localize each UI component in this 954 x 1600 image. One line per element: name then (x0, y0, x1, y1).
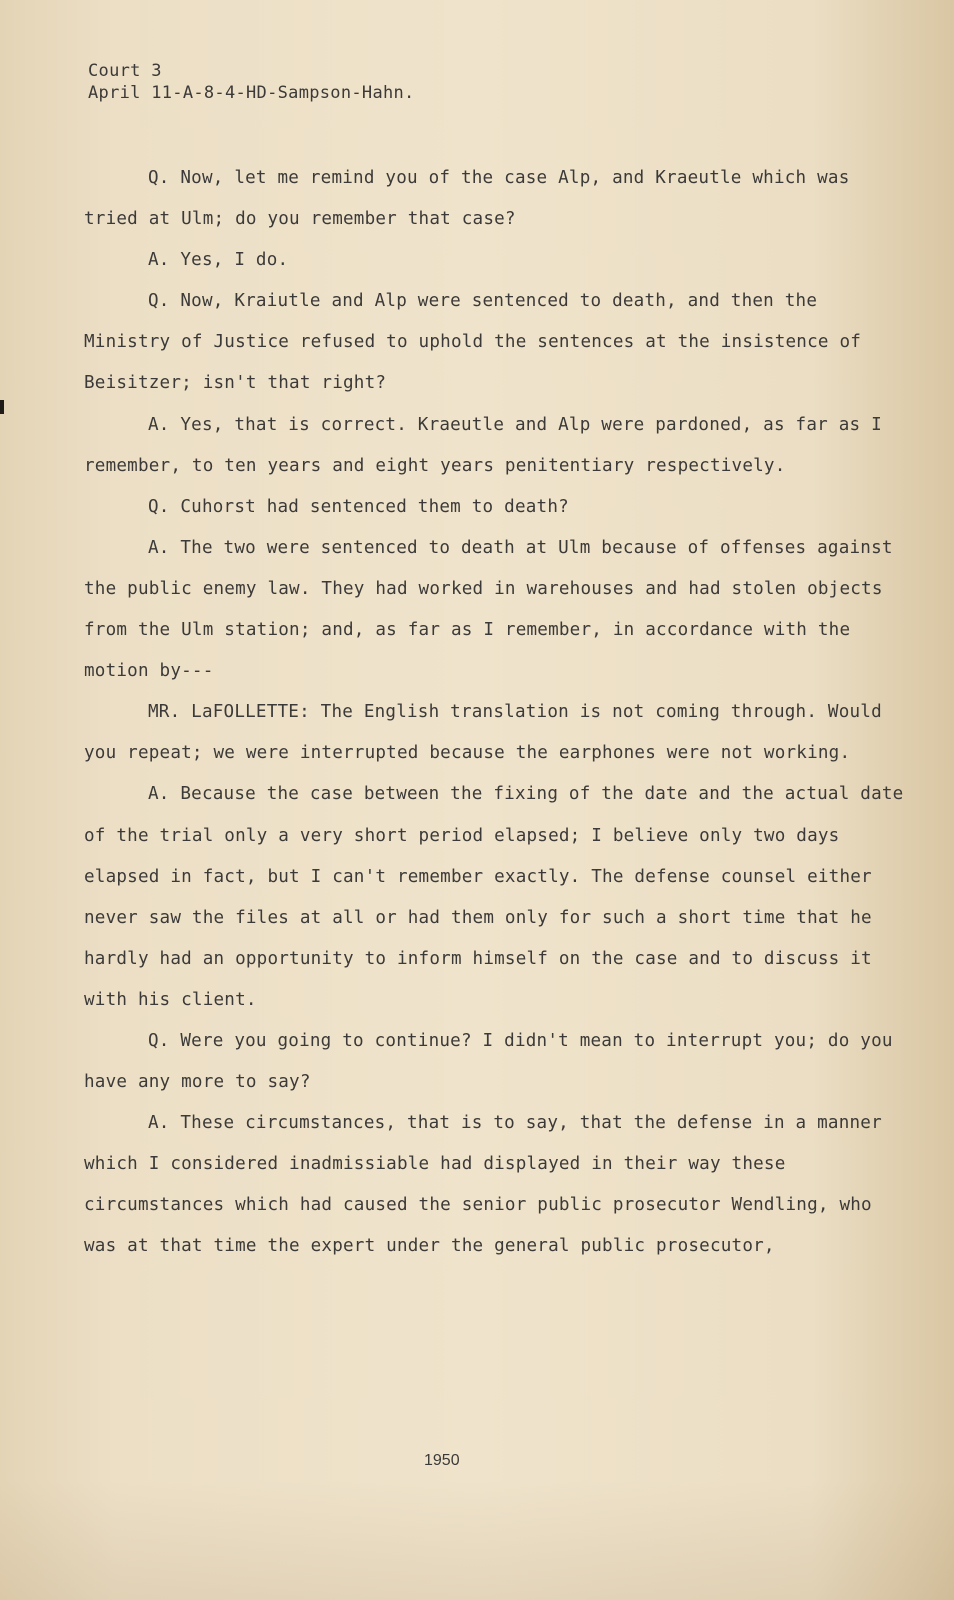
transcript-paragraph: Q. Cuhorst had sentenced them to death? (148, 496, 569, 517)
court-label: Court 3 (88, 61, 162, 81)
transcript-paragraph: Q. Were you going to continue? I didn't mean to interrupt you; do you have any more to say? (84, 1030, 893, 1093)
transcript-paragraph: Q. Now, Kraiutle and Alp were sentenced to death, and then the Ministry of Justice refused to uphold the sentences at the insistence of Beisitzer; isn't that right? (84, 291, 862, 394)
transcript-paragraph: A. Because the case between the fixing of the date and the actual date of the trial only a very short period elapsed; I believe only two days elapsed in fact, but I can't remember exactly. The defense counsel either never saw the files at all or had them only for such a short time that he hardly had an opportunity to inform himself on the case and to discuss it with his client. (84, 784, 904, 1010)
transcript-paragraph: A. Yes, I do. (148, 250, 289, 271)
transcript-paragraph: A. The two were sentenced to death at Ulm because of offenses against the public enemy law. They had worked in warehouses and had stolen objects from the Ulm station; and, as far as I remember, in accordance with the motion by--- (84, 537, 893, 682)
transcript-paragraph: MR. LaFOLLETTE: The English translation is not coming through. Would you repeat; we were interrupted because the earphones were not working. (84, 702, 882, 764)
document-header (88, 60, 415, 104)
transcript-paragraph: A. Yes, that is correct. Kraeutle and Alp were pardoned, as far as I remember, to ten years and eight years penitentiary respectively. (84, 414, 882, 476)
transcript-body (84, 158, 914, 1268)
session-reference: April 11-A-8-4-HD-Sampson-Hahn. (88, 83, 415, 103)
page-edge-mark (0, 400, 4, 414)
transcript-paragraph: A. These circumstances, that is to say, that the defense in a manner which I considered inadmissiable had displayed in their way these circumstances which had caused the senior public prosecutor Wendling, who was at that time the expert under the general public prosecutor, (84, 1113, 882, 1257)
transcript-paragraph: Q. Now, let me remind you of the case Alp, and Kraeutle which was tried at Ulm; do you remember that case? (84, 168, 850, 230)
page-number: 1950 (424, 1452, 460, 1469)
